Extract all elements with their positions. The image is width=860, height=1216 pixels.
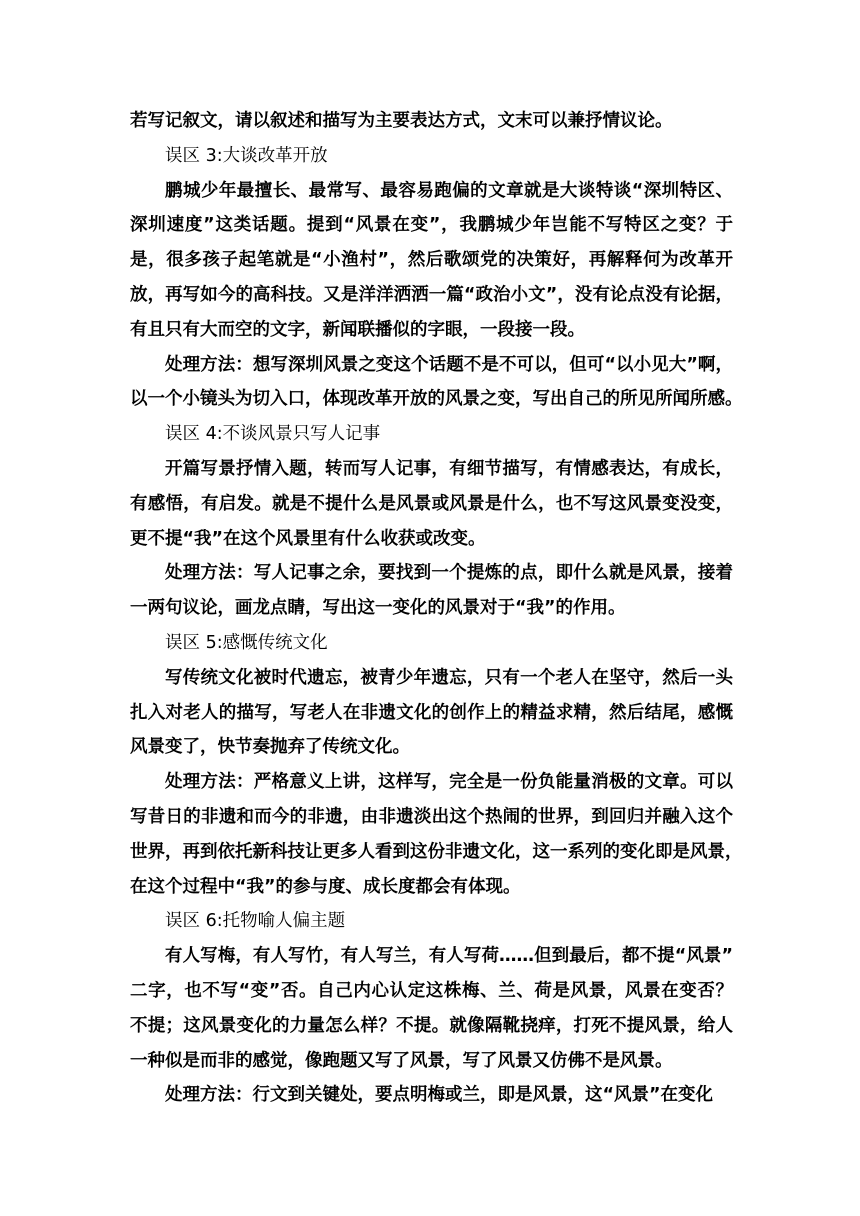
heading-text: 误区 4:不谈风景只写人记事	[165, 424, 381, 445]
paragraph-line: 是，很多孩子起笔就是“小渔村”，然后歌颂党的决策好，再解释何为改革开	[130, 250, 733, 271]
heading-text: 误区 5:感慨传统文化	[165, 632, 328, 653]
section-heading	[130, 626, 733, 661]
paragraph-line: 更不提“我”在这个风景里有什么收获或改变。	[130, 528, 486, 549]
body-paragraph	[130, 661, 733, 765]
body-paragraph	[130, 452, 733, 556]
heading-text: 误区 6:托物喻人偏主题	[165, 911, 346, 932]
body-paragraph	[130, 104, 733, 139]
paragraph-line: 有感悟，有启发。就是不提什么是风景或风景是什么，也不写这风景变没变，	[130, 493, 733, 514]
paragraph-line: 世界，再到依托新科技让更多人看到这份非遗文化，这一系列的变化即是风景，	[130, 841, 743, 862]
paragraph-line: 写传统文化被时代遗忘，被青少年遗忘，只有一个老人在坚守，然后一头	[165, 667, 733, 688]
paragraph-line: 有人写梅，有人写竹，有人写兰，有人写荷……但到最后，都不提“风景”	[165, 946, 733, 967]
body-paragraph	[130, 939, 733, 1078]
paragraph-line: 放，再写如今的高科技。又是洋洋洒洒一篇“政治小文”，没有论点没有论据，	[130, 284, 733, 305]
heading-text: 误区 3:大谈改革开放	[165, 145, 328, 166]
body-paragraph	[130, 556, 733, 626]
paragraph-line: 扎入对老人的描写，写老人在非遗文化的创作上的精益求精，然后结尾，感慨	[130, 702, 733, 723]
body-paragraph	[130, 1078, 733, 1113]
paragraph-line: 鹏城少年最擅长、最常写、最容易跑偏的文章就是大谈特谈“深圳特区、	[165, 180, 733, 201]
paragraph-line: 一两句议论，画龙点睛，写出这一变化的风景对于“我”的作用。	[130, 598, 626, 619]
paragraph-line: 深圳速度”这类话题。提到“风景在变”，我鹏城少年岂能不写特区之变？于	[130, 215, 733, 236]
paragraph-line: 处理方法：想写深圳风景之变这个话题不是不可以，但可“以小见大”啊，	[165, 354, 733, 375]
section-heading	[130, 904, 733, 939]
body-paragraph	[130, 174, 733, 348]
paragraph-line: 风景变了，快节奏抛弃了传统文化。	[130, 737, 410, 758]
section-heading	[130, 417, 733, 452]
paragraph-line: 若写记叙文，请以叙述和描写为主要表达方式，文末可以兼抒情议论。	[130, 111, 673, 131]
paragraph-line: 处理方法：严格意义上讲，这样写，完全是一份负能量消极的文章。可以	[165, 772, 733, 793]
paragraph-line: 开篇写景抒情入题，转而写人记事，有细节描写，有情感表达，有成长，	[165, 458, 733, 479]
paragraph-line: 有且只有大而空的文字，新闻联播似的字眼，一段接一段。	[130, 319, 585, 340]
paragraph-line: 写昔日的非遗和而今的非遗，由非遗淡出这个热闹的世界，到回归并融入这个	[130, 806, 733, 827]
document-body	[130, 104, 743, 1113]
paragraph-line: 处理方法：行文到关键处，要点明梅或兰，即是风景，这“风景”在变化	[165, 1085, 714, 1106]
paragraph-line: 在这个过程中“我”的参与度、成长度都会有体现。	[130, 876, 521, 897]
paragraph-line: 不提；这风景变化的力量怎么样？不提。就像隔靴挠痒，打死不提风景，给人	[130, 1015, 733, 1036]
section-heading	[130, 139, 733, 174]
paragraph-line: 二字，也不写“变”否。自己内心认定这株梅、兰、荷是风景，风景在变否？	[130, 980, 733, 1001]
body-paragraph	[130, 348, 743, 418]
paragraph-line: 一种似是而非的感觉，像跑题又写了风景，写了风景又仿佛不是风景。	[130, 1050, 673, 1071]
paragraph-line: 处理方法：写人记事之余，要找到一个提炼的点，即什么就是风景，接着	[165, 563, 733, 584]
paragraph-line: 以一个小镜头为切入口，体现改革开放的风景之变，写出自己的所见所闻所感。	[130, 389, 743, 410]
body-paragraph	[130, 765, 743, 904]
